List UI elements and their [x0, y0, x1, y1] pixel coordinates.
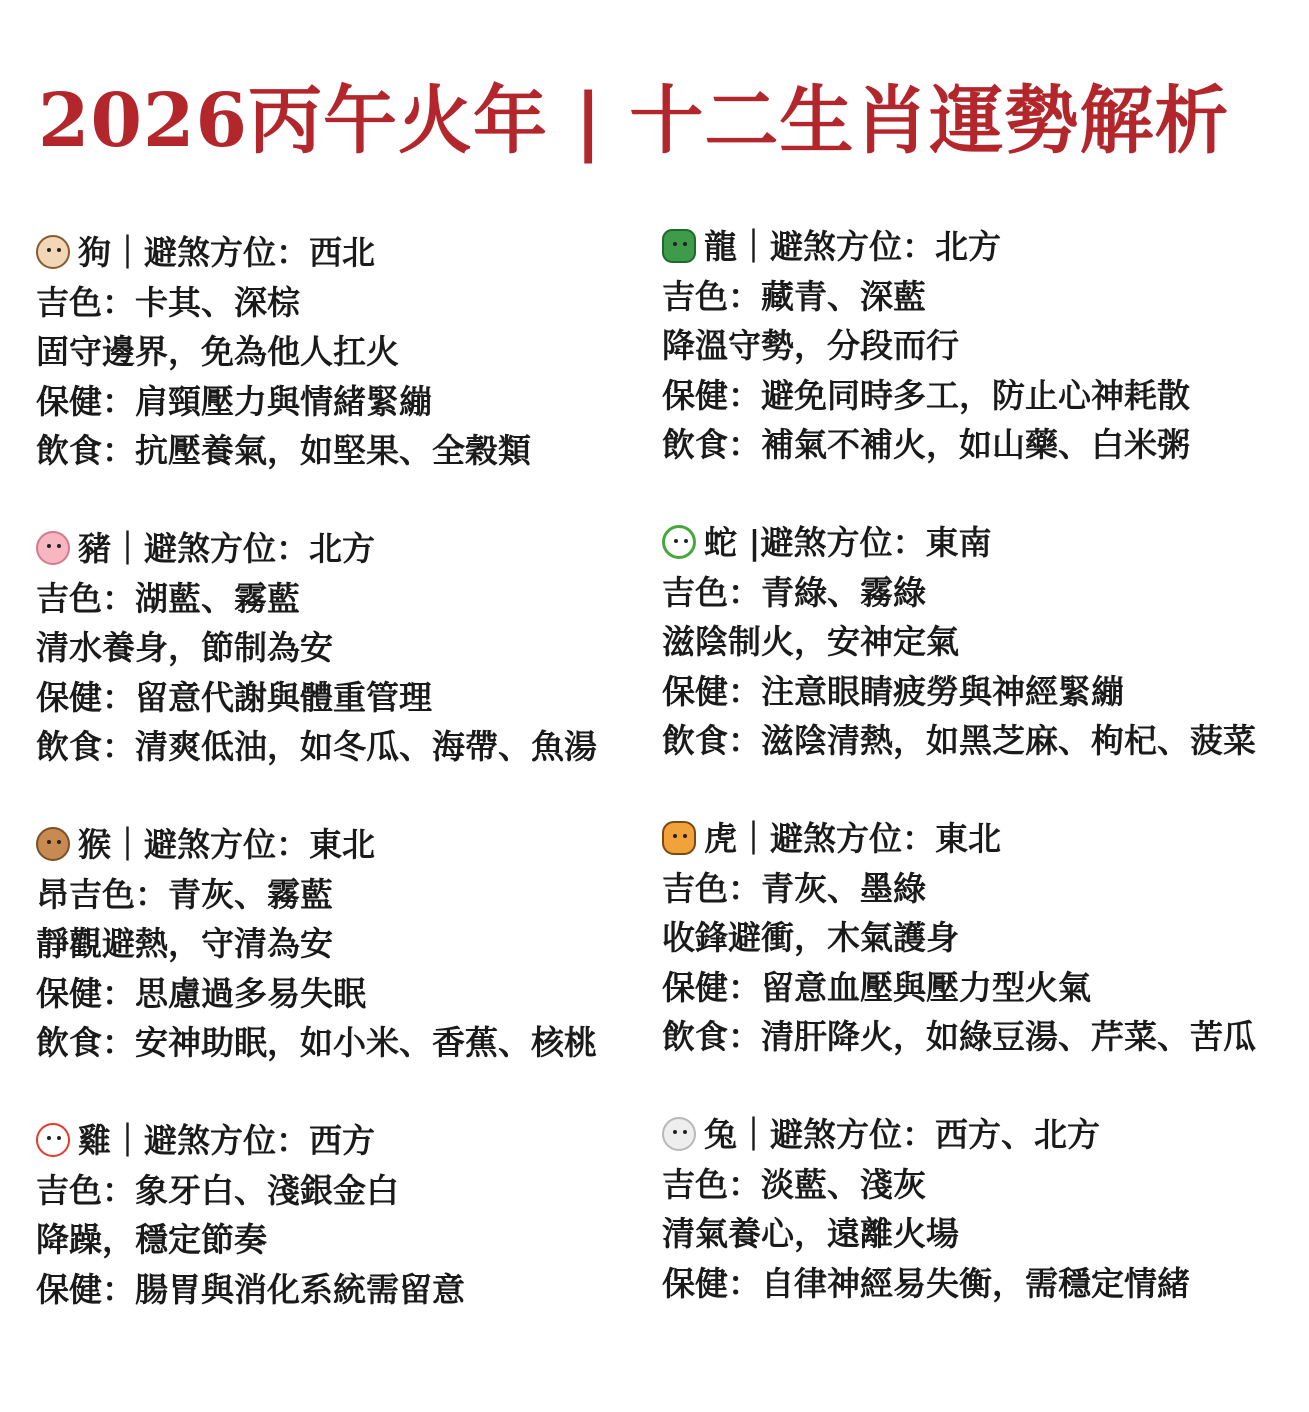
- entry-line: 保健：思慮過多易失眠: [36, 973, 366, 1013]
- entry-header: [36, 820, 656, 870]
- entry-line: 飲食：清爽低油，如冬瓜、海帶、魚湯: [36, 727, 597, 766]
- tiger-icon: [662, 821, 696, 855]
- left-column: [36, 228, 656, 1412]
- zodiac-entry-tiger: [662, 814, 1282, 1110]
- entry-header-text: 猴｜避煞方位：東北: [78, 825, 375, 864]
- snake-icon: [662, 525, 696, 559]
- entry-header-text: 虎｜避煞方位：東北: [704, 819, 1001, 858]
- entry-line: 吉色：象牙白、淺銀金白: [36, 1170, 399, 1210]
- zodiac-entry-dragon: [662, 222, 1282, 518]
- zodiac-entry-monkey: [36, 820, 656, 1116]
- entry-line: 吉色：淡藍、淺灰: [662, 1164, 926, 1204]
- entry-header-text: 雞｜避煞方位：西方: [78, 1121, 375, 1160]
- rabbit-icon: [662, 1117, 696, 1151]
- zodiac-entry-snake: [662, 518, 1282, 814]
- entry-line: 清水養身，節制為安: [36, 628, 333, 667]
- entry-line: 保健：避免同時多工，防止心神耗散: [662, 375, 1190, 415]
- entry-header: [36, 228, 656, 278]
- entry-line: 飲食：滋陰清熱，如黑芝麻、枸杞、菠菜: [662, 721, 1256, 760]
- entry-line: 吉色：湖藍、霧藍: [36, 578, 300, 618]
- zodiac-entry-pig: [36, 524, 656, 820]
- entry-line: 飲食：補氣不補火，如山藥、白米粥: [662, 425, 1190, 464]
- entry-line: 飲食：安神助眠，如小米、香蕉、核桃: [36, 1023, 597, 1062]
- zodiac-entry-dog: [36, 228, 656, 524]
- entry-header: [662, 1110, 1282, 1160]
- dragon-icon: [662, 229, 696, 263]
- zodiac-entry-rabbit: [662, 1110, 1282, 1406]
- rooster-icon: [36, 1123, 70, 1157]
- entry-line: 固守邊界，免為他人扛火: [36, 332, 399, 371]
- dog-icon: [36, 235, 70, 269]
- entry-header: [662, 814, 1282, 864]
- entry-header: [36, 524, 656, 574]
- entry-line: 吉色：青綠、霧綠: [662, 572, 926, 612]
- entry-line: 保健：留意代謝與體重管理: [36, 677, 432, 717]
- entry-header: [662, 518, 1282, 568]
- entry-line: 保健：腸胃與消化系統需留意: [36, 1269, 465, 1309]
- entry-line: 保健：肩頸壓力與情緒緊繃: [36, 381, 432, 421]
- monkey-icon: [36, 827, 70, 861]
- entry-line: 收鋒避衝，木氣護身: [662, 918, 959, 957]
- zodiac-entry-rooster: [36, 1116, 656, 1412]
- entry-line: 飲食：清肝降火，如綠豆湯、芹菜、苦瓜: [662, 1017, 1256, 1056]
- entry-line: 昂吉色：青灰、霧藍: [36, 874, 333, 914]
- entry-line: 保健：自律神經易失衡，需穩定情緒: [662, 1263, 1190, 1303]
- entry-line: 滋陰制火，安神定氣: [662, 622, 959, 661]
- entry-header-text: 兔｜避煞方位：西方、北方: [704, 1115, 1100, 1154]
- entry-line: 清氣養心，遠離火場: [662, 1214, 959, 1253]
- entry-header: [662, 222, 1282, 272]
- entry-header: [36, 1116, 656, 1166]
- entry-line: 吉色：青灰、墨綠: [662, 868, 926, 908]
- entry-header-text: 蛇 |避煞方位：東南: [704, 523, 992, 562]
- page-title: 2026丙午火年 | 十二生肖運勢解析: [38, 78, 1230, 164]
- entry-line: 降溫守勢，分段而行: [662, 326, 959, 365]
- entry-header-text: 豬｜避煞方位：北方: [78, 529, 375, 568]
- entry-line: 保健：注意眼睛疲勞與神經緊繃: [662, 671, 1124, 711]
- entry-line: 吉色：藏青、深藍: [662, 276, 926, 316]
- entry-line: 飲食：抗壓養氣，如堅果、全穀類: [36, 431, 531, 470]
- entry-line: 降躁，穩定節奏: [36, 1220, 267, 1259]
- entry-header-text: 狗｜避煞方位：西北: [78, 233, 375, 272]
- pig-icon: [36, 531, 70, 565]
- entry-line: 吉色：卡其、深棕: [36, 282, 300, 322]
- entry-header-text: 龍｜避煞方位：北方: [704, 227, 1001, 266]
- right-column: [662, 222, 1282, 1406]
- entry-line: 保健：留意血壓與壓力型火氣: [662, 967, 1091, 1007]
- entry-line: 靜觀避熱，守清為安: [36, 924, 333, 963]
